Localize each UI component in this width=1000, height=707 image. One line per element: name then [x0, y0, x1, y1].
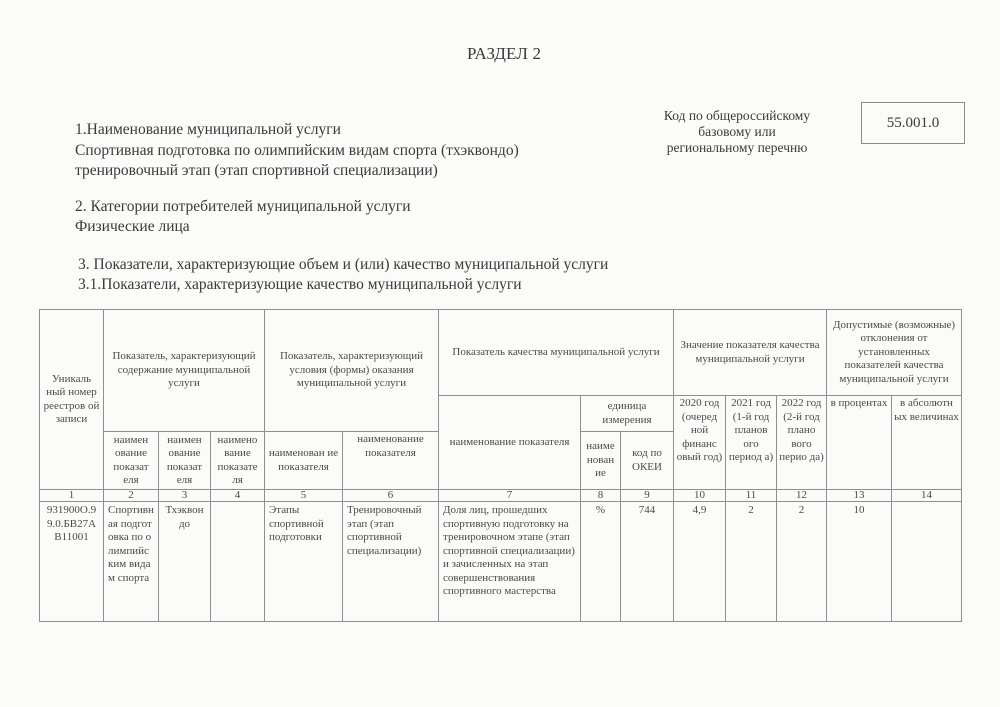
cell-value-2020: 4,9 [674, 502, 726, 622]
column-number: 2 [104, 490, 159, 502]
header-indicator-name-5: наименован ие показателя [265, 432, 343, 490]
register-code-label-line: базовому или [698, 124, 776, 139]
column-number: 6 [343, 490, 439, 502]
column-number: 11 [726, 490, 777, 502]
header-deviation-percent: в процентах [827, 396, 892, 490]
column-number: 1 [40, 490, 104, 502]
header-unit: единица измерения [581, 396, 674, 432]
header-quality-value: Значение показателя качества муниципальной услуги [674, 310, 827, 396]
register-code-value: 55.001.0 [886, 114, 940, 131]
header-deviation-absolute: в абсолютн ых величинах [892, 396, 962, 490]
cell-content-3 [211, 502, 265, 622]
cell-okei-code: 744 [621, 502, 674, 622]
header-year-2020: 2020 год (очеред ной финанс овый год) [674, 396, 726, 490]
section-title: РАЗДЕЛ 2 [467, 44, 542, 63]
header-unit-name: наиме нован ие [581, 432, 621, 490]
cell-condition-1: Этапы спортивной подготовки [265, 502, 343, 622]
cell-content-2: Тхэквондо [159, 502, 211, 622]
header-okei-code: код по ОКЕИ [621, 432, 674, 490]
service-name-heading: 1.Наименование муниципальной услуги [75, 121, 341, 138]
header-year-2021: 2021 год (1-й год планов ого период а) [726, 396, 777, 490]
header-quality-indicator: Показатель качества муниципальной услуги [439, 310, 674, 396]
cell-deviation-percent: 10 [827, 502, 892, 622]
column-number: 8 [581, 490, 621, 502]
column-number: 10 [674, 490, 726, 502]
column-number: 5 [265, 490, 343, 502]
cell-content-1: Спортивная подготовка по олимпийским видам спорта [104, 502, 159, 622]
header-year-2022: 2022 год (2-й год плано вого перио да) [777, 396, 827, 490]
indicators-heading: 3. Показатели, характеризующие объем и (или) качество муниципальной услуги [78, 256, 609, 273]
column-number: 3 [159, 490, 211, 502]
column-number: 13 [827, 490, 892, 502]
register-code-label [648, 108, 826, 156]
quality-indicators-table [39, 309, 962, 622]
table-row [40, 502, 962, 622]
cell-value-2021: 2 [726, 502, 777, 622]
column-number: 7 [439, 490, 581, 502]
service-name-line2: тренировочный этап (этап спортивной специализации) [75, 162, 438, 179]
column-number: 12 [777, 490, 827, 502]
register-code-label-line: региональному перечню [666, 140, 808, 155]
cell-value-2022: 2 [777, 502, 827, 622]
consumers-value: Физические лица [75, 218, 190, 235]
register-code-box [861, 102, 965, 144]
header-indicator-name-2: наимен ование показат еля [104, 432, 159, 490]
cell-unit-name: % [581, 502, 621, 622]
header-indicator-name-7: наименование показателя [439, 396, 581, 490]
cell-deviation-absolute [892, 502, 962, 622]
header-indicator-name-4: наимено вание показате ля [211, 432, 265, 490]
service-name-line1: Спортивная подготовка по олимпийским видам спорта (тхэквондо) [75, 142, 519, 159]
header-allowed-deviation: Допустимые (возможные) отклонения от установленных показателей качества муниципальной услуги [827, 310, 962, 396]
header-unique-number: Уникаль ный номер реестров ой записи [40, 310, 104, 490]
column-number: 4 [211, 490, 265, 502]
cell-indicator-name: Доля лиц, прошедших спортивную подготовку на тренировочном этапе (этап спортивной специализации) и зачисленных на этап совершенствования спортивного мастерства [439, 502, 581, 622]
column-number: 9 [621, 490, 674, 502]
header-content-indicator: Показатель, характеризующий содержание муниципальной услуги [104, 310, 265, 432]
header-conditions-indicator: Показатель, характеризующий условия (формы) оказания муниципальной услуги [265, 310, 439, 432]
cell-condition-2: Тренировочный этап (этап спортивной специализации) [343, 502, 439, 622]
indicators-subheading: 3.1.Показатели, характеризующие качество муниципальной услуги [78, 276, 522, 293]
column-number: 14 [892, 490, 962, 502]
header-indicator-name-3: наимен ование показат еля [159, 432, 211, 490]
cell-unique-number: 931900О.99.0.БВ27АВ11001 [40, 502, 104, 622]
consumers-heading: 2. Категории потребителей муниципальной услуги [75, 198, 411, 215]
register-code-label-line: Код по общероссийскому [663, 108, 811, 123]
header-indicator-name-6: наименование показателя [343, 432, 439, 490]
